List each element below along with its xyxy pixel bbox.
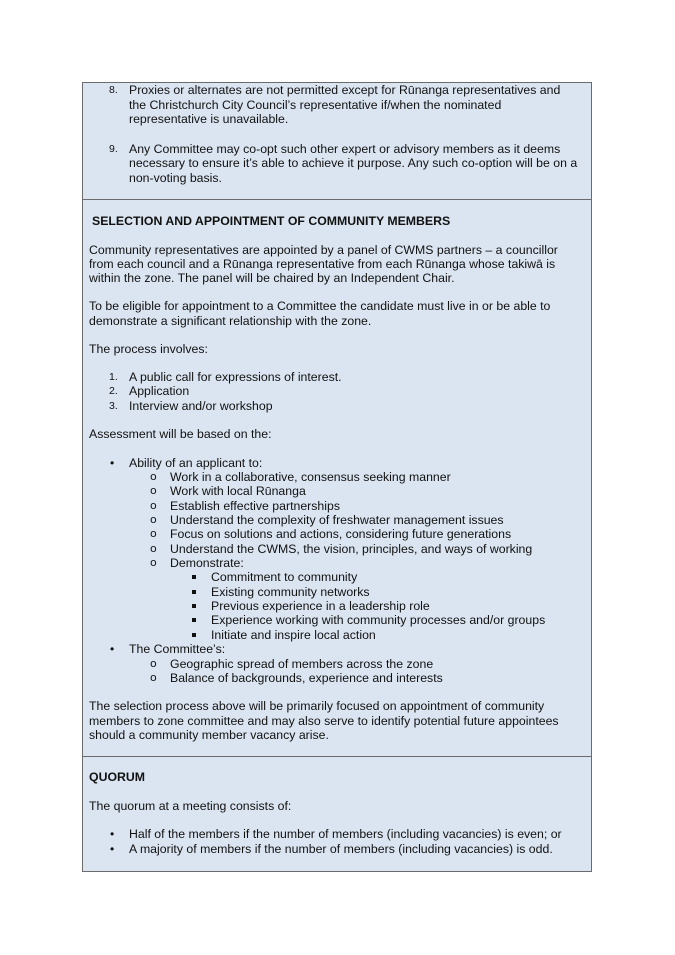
list-number: 2.: [109, 385, 118, 397]
list-item-text: Understand the CWMS, the vision, principles, and ways of working: [170, 542, 533, 556]
list-item-text: representative is unavailable.: [129, 112, 289, 126]
paragraph-line: Assessment will be based on the:: [89, 427, 272, 441]
paragraph-line: To be eligible for appointment to a Committee the candidate must live in or be able to: [89, 299, 551, 313]
paragraph-line: The process involves:: [89, 342, 208, 356]
list-item-text: the Christchurch City Council’s representative if/when the nominated: [129, 98, 502, 112]
bullet-icon: •: [110, 642, 115, 656]
square-bullet-icon: [192, 618, 196, 622]
list-item-text: Interview and/or workshop: [129, 399, 273, 413]
list-item-text: non-voting basis.: [129, 171, 222, 185]
list-number: 8.: [109, 84, 118, 96]
paragraph-line: Community representatives are appointed by a panel of CWMS partners – a councillor: [89, 243, 558, 257]
paragraph-line: The selection process above will be primarily focused on appointment of community: [89, 699, 545, 713]
list-item-text: Understand the complexity of freshwater management issues: [170, 513, 504, 527]
circle-bullet-icon: o: [150, 499, 157, 512]
list-item-text: Initiate and inspire local action: [211, 628, 376, 642]
circle-bullet-icon: o: [150, 484, 157, 497]
list-item-text: Previous experience in a leadership role: [211, 599, 430, 613]
bullet-icon: •: [110, 456, 115, 470]
paragraph-line: demonstrate a significant relationship with the zone.: [89, 314, 372, 328]
list-item-text: Focus on solutions and actions, considering future generations: [170, 527, 512, 541]
list-item-text: A public call for expressions of interest.: [129, 370, 342, 384]
list-item-text: The Committee’s:: [129, 642, 226, 656]
list-item-text: Experience working with community processes and/or groups: [211, 613, 546, 627]
circle-bullet-icon: o: [150, 527, 157, 540]
circle-bullet-icon: o: [150, 556, 157, 569]
paragraph-line: The quorum at a meeting consists of:: [89, 799, 292, 813]
list-number: 1.: [109, 371, 118, 383]
square-bullet-icon: [192, 590, 196, 594]
list-item-text: Existing community networks: [211, 585, 370, 599]
list-item-text: Work in a collaborative, consensus seeking manner: [170, 470, 451, 484]
paragraph-line: within the zone. The panel will be chaired by an Independent Chair.: [89, 271, 455, 285]
bullet-icon: •: [110, 827, 115, 841]
list-number: 3.: [109, 400, 118, 412]
list-item-text: Any Committee may co-opt such other expert or advisory members as it deems: [129, 142, 561, 156]
bullet-icon: •: [110, 842, 115, 856]
section-heading: QUORUM: [89, 770, 146, 784]
circle-bullet-icon: o: [150, 470, 157, 483]
circle-bullet-icon: o: [150, 671, 157, 684]
paragraph-line: should a community member vacancy arise.: [89, 728, 329, 742]
list-item-text: Geographic spread of members across the zone: [170, 657, 434, 671]
list-item-text: Proxies or alternates are not permitted except for Rūnanga representatives and: [129, 83, 561, 97]
list-item-text: Application: [129, 384, 190, 398]
list-item-text: Half of the members if the number of members (including vacancies) is even; or: [129, 827, 562, 841]
list-item-text: Demonstrate:: [170, 556, 244, 570]
list-number: 9.: [109, 143, 118, 155]
paragraph-line: from each council and a Rūnanga representative from each Rūnanga whose takiwā is: [89, 257, 556, 271]
list-item-text: Work with local Rūnanga: [170, 484, 306, 498]
list-item-text: Balance of backgrounds, experience and interests: [170, 671, 443, 685]
circle-bullet-icon: o: [150, 657, 157, 670]
section-heading: SELECTION AND APPOINTMENT OF COMMUNITY MEMBERS: [92, 214, 451, 228]
circle-bullet-icon: o: [150, 542, 157, 555]
square-bullet-icon: [192, 575, 196, 579]
paragraph-line: members to zone committee and may also serve to identify potential future appointees: [89, 714, 559, 728]
list-item-text: A majority of members if the number of members (including vacancies) is odd.: [129, 842, 553, 856]
list-item-text: Ability of an applicant to:: [129, 456, 263, 470]
list-item-text: Establish effective partnerships: [170, 499, 340, 513]
list-item-text: necessary to ensure it’s able to achieve it purpose. Any such co-option will be on a: [129, 156, 578, 170]
list-item-text: Commitment to community: [211, 570, 358, 584]
square-bullet-icon: [192, 633, 196, 637]
circle-bullet-icon: o: [150, 513, 157, 526]
square-bullet-icon: [192, 604, 196, 608]
